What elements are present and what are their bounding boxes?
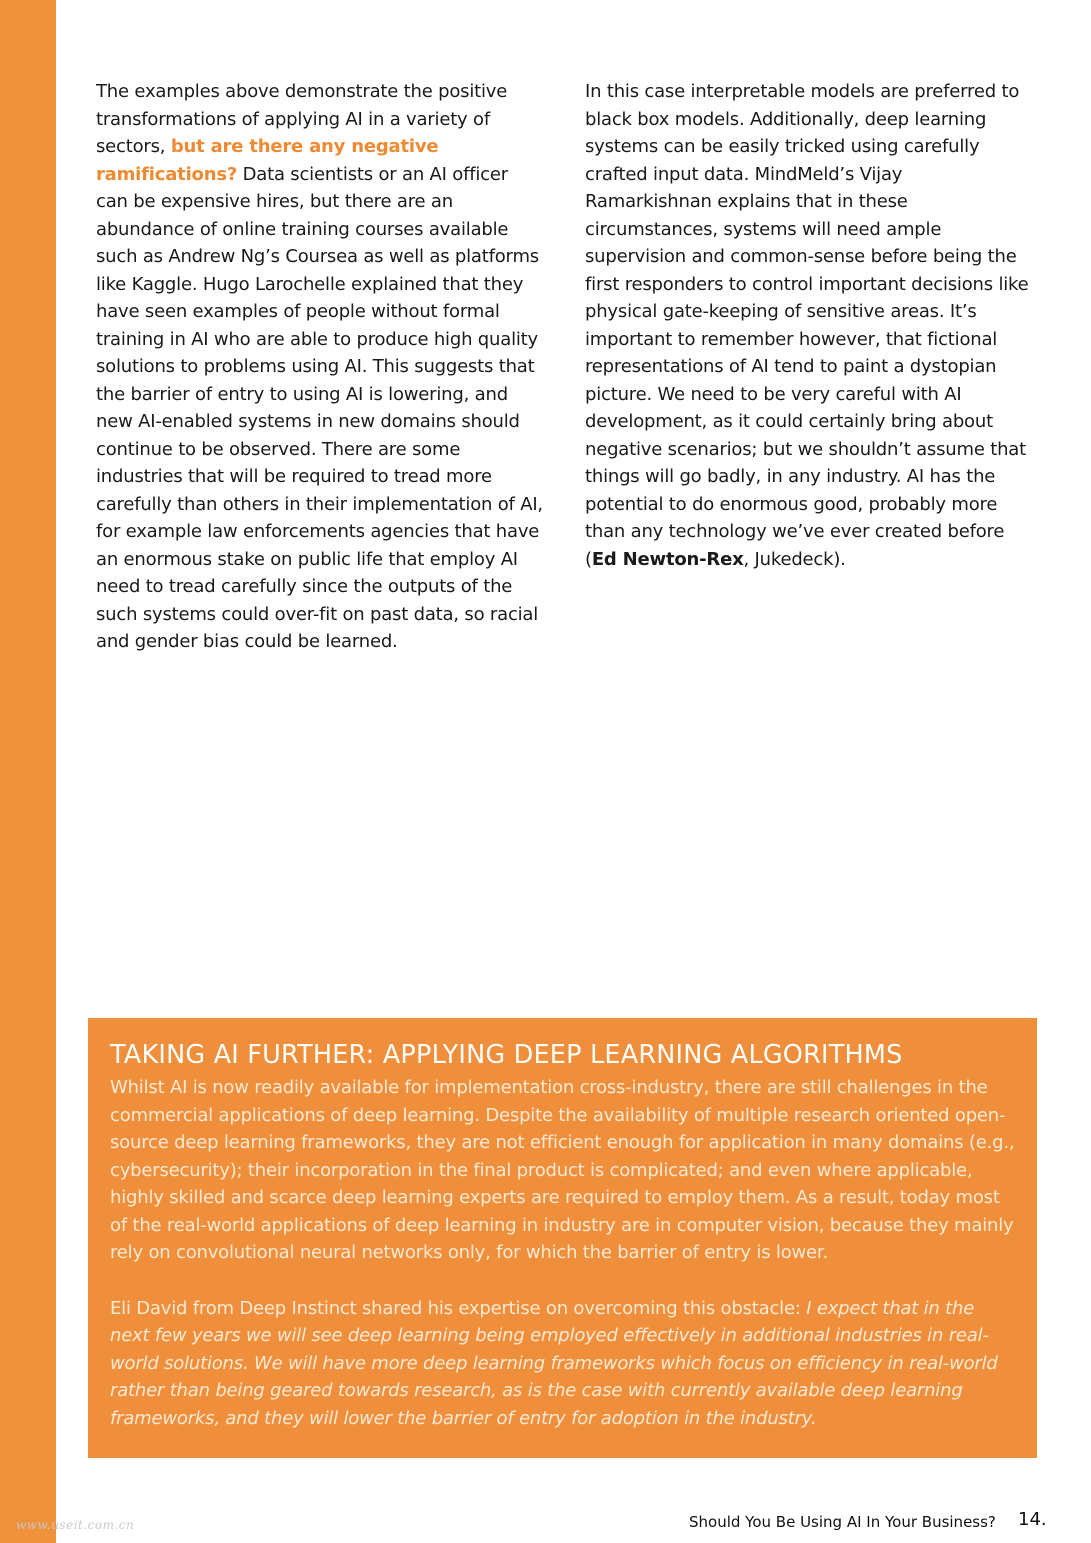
callout-quote: I expect that in the next few years we will see deep learning being employed effectively in additional industries in real-world solutions. We will have more deep learning frameworks which focus on efficiency in real-world rather than being geared towards research, as is the case with currently available deep learning frameworks, and they will lower the barrier of entry for adoption in the industry. [110,1297,998,1429]
callout-heading: TAKING AI FURTHER: APPLYING DEEP LEARNING ALGORITHMS [110,1040,903,1070]
left-intro-text: The examples above demonstrate the positive transformations of applying AI in a variety of sectors, [96,81,508,157]
quoted-author: Ed Newton-Rex [591,548,744,570]
right-column-paragraph [585,78,1033,573]
callout-paragraph-2 [110,1295,1015,1433]
right-body-text: In this case interpretable models are preferred to black box models. Additionally, deep learning systems can be easily tricked using carefully crafted input data. MindMeld’s Vijay Ramarkishnan explains that in these circumstances, systems will need ample supervision and common-sense before being the first responders to control important decisions like physical gate-keeping of sensitive areas. It’s important to remember however, that fictional representations of AI tend to paint a dystopian picture. We need to be very careful with AI development, as it could certainly bring about negative scenarios; but we shouldn’t assume that things will go badly, in any industry. AI has the potential to do enormous good, probably more than any technology we’ve ever created before ( [585,81,1029,570]
left-body-text: Data scientists or an AI officer can be expensive hires, but there are an abundance of online training courses available such as Andrew Ng’s Coursea as well as platforms like Kaggle. Hugo Larochelle explained that they have seen examples of people without formal training in AI who are able to produce high quality solutions to problems using AI. This suggests that the barrier of entry to using AI is lowering, and new AI-enabled systems in new domains should continue to be observed. There are some industries that will be required to tread more carefully than others in their implementation of AI, for example law enforcements agencies that have an enormous stake on public life that employ AI need to tread carefully since the outputs of the such systems could over-fit on past data, so racial and gender bias could be learned. [96,163,543,652]
callout-paragraph-1: Whilst AI is now readily available for implementation cross-industry, there are still challenges in the commercial applications of deep learning. Despite the availability of multiple research oriented open-source deep learning frameworks, they are not efficient enough for application in many domains (e.g., cybersecurity); their incorporation in the final product is complicated; and even where applicable, highly skilled and scarce deep learning experts are required to employ them. As a result, today most of the real-world applications of deep learning in industry are in computer vision, because they mainly rely on convolutional neural networks only, for which the barrier of entry is lower. [110,1077,1015,1263]
callout-lead-text: Eli David from Deep Instinct shared his expertise on overcoming this obstacle: [110,1297,807,1319]
side-accent-bar [0,0,56,1543]
callout-box [88,1018,1037,1458]
page-number: 14. [1018,1509,1047,1530]
footer-title: Should You Be Using AI In Your Business? [689,1513,996,1531]
right-column [585,78,1033,573]
left-column-paragraph [96,78,544,656]
highlight-question: but are there any negative ramifications? [96,136,439,185]
watermark: www.useit.com.cn [16,1518,135,1532]
right-tail-text: , Jukedeck). [743,548,846,570]
left-column [96,78,544,656]
